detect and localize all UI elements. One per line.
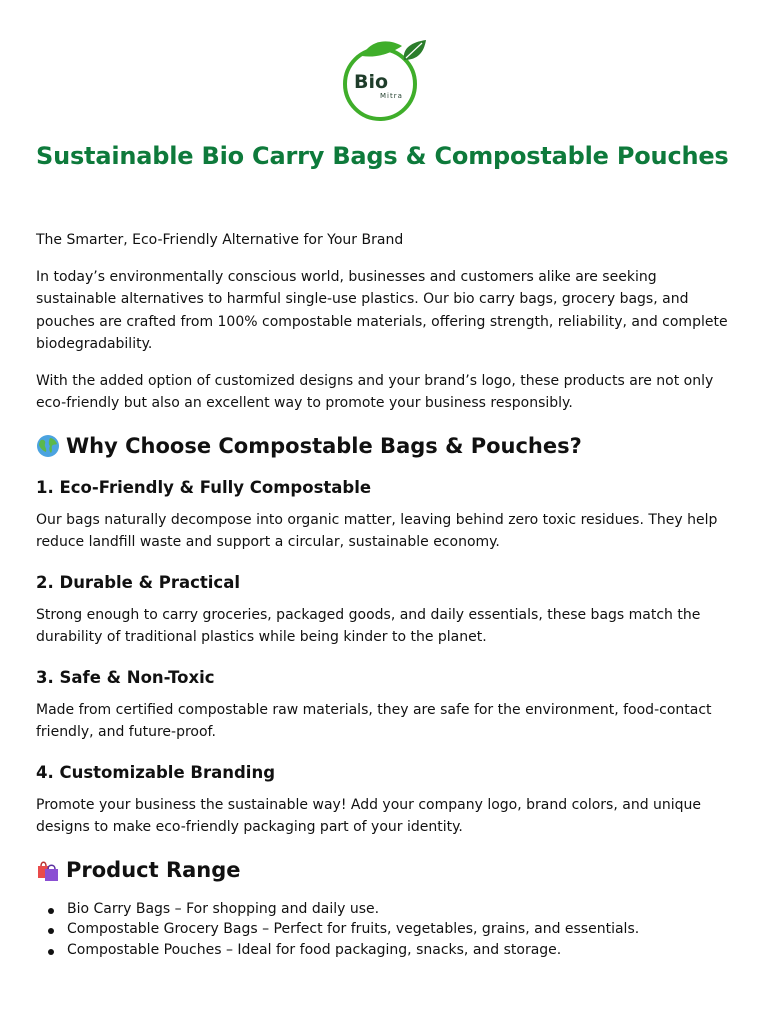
product-list [36,899,736,961]
feature-text: Our bags naturally decompose into organic matter, leaving behind zero toxic residues. They help reduce landfill waste and support a circular, sustainable economy. [36,511,718,550]
shopping-bags-icon [36,858,60,882]
why-section-heading [36,429,736,463]
feature-text: Promote your business the sustainable way! Add your company logo, brand colors, and unique designs to make eco-friendly packaging part of your identity. [36,796,702,835]
document-body [36,229,736,960]
bio-mitra-logo [340,38,430,124]
tagline: The Smarter, Eco-Friendly Alternative for Your Brand [36,232,404,248]
feature-title: 3. Safe & Non-Toxic [36,667,215,687]
feature-title: 4. Customizable Branding [36,762,276,782]
list-item: Compostable Grocery Bags – Perfect for fruits, vegetables, grains, and essentials. [36,919,736,940]
logo-text-main: Bio [354,71,389,93]
list-item: Bio Carry Bags – For shopping and daily use. [36,899,736,920]
page-title: Sustainable Bio Carry Bags & Compostable Pouches [36,142,729,170]
globe-icon [36,434,60,458]
feature-text: Strong enough to carry groceries, packaged goods, and daily essentials, these bags match the durability of traditional plastics while being kinder to the planet. [36,606,701,645]
feature-title: 1. Eco-Friendly & Fully Compostable [36,477,372,497]
product-range-heading [36,853,736,887]
list-item: Compostable Pouches – Ideal for food packaging, snacks, and storage. [36,940,736,961]
why-heading-text: Why Choose Compostable Bags & Pouches? [66,433,582,458]
feature-title: 2. Durable & Practical [36,572,241,592]
intro-paragraph: With the added option of customized designs and your brand’s logo, these products are not only eco-friendly but also an excellent way to promote your business responsibly. [36,372,714,411]
logo-text-sub: Mitra [380,92,403,100]
feature-text: Made from certified compostable raw materials, they are safe for the environment, food-contact friendly, and future-proof. [36,701,712,740]
intro-paragraph: In today’s environmentally conscious world, businesses and customers alike are seeking sustainable alternatives to harmful single-use plastics. Our bio carry bags, grocery bags, and pouches are crafted from 100% compostable materials, offering strength, reliability, and complete biodegradability. [36,268,728,352]
product-range-heading-text: Product Range [66,857,241,882]
